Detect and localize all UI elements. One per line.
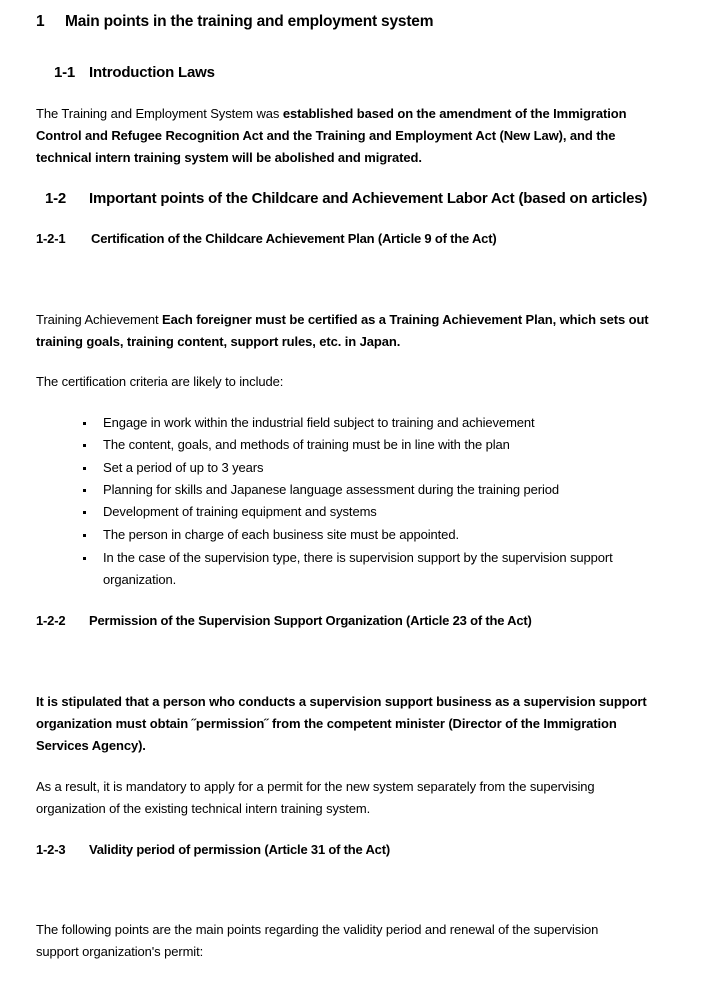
intro-bold-text: established based on the amendment of the Immigration xyxy=(282,106,627,121)
intro-paragraph-line-1 xyxy=(36,107,626,120)
section-1-title: Main points in the training and employment system xyxy=(65,13,434,30)
criteria-item-continuation: organization. xyxy=(103,572,177,587)
permission-paragraph-line-2: organization must obtain ˝permission˝ from the competent minister (Director of the Immigration xyxy=(36,716,617,731)
criteria-item: Planning for skills and Japanese language assessment during the training period xyxy=(103,482,560,497)
bullet-icon xyxy=(83,444,86,447)
criteria-item: In the case of the supervision type, there is supervision support by the supervision support xyxy=(103,550,613,565)
certification-bold-text: Each foreigner must be certified as a Training Achievement Plan, which sets out xyxy=(162,312,649,327)
intro-plain-text: The Training and Employment System was xyxy=(36,106,283,121)
criteria-item: The person in charge of each business site must be appointed. xyxy=(103,527,459,542)
section-1-2-2-number: 1-2-2 xyxy=(36,613,66,628)
certification-plain-text: Training Achievement xyxy=(36,312,163,327)
section-1-number: 1 xyxy=(36,13,45,30)
criteria-item: Set a period of up to 3 years xyxy=(103,460,264,475)
permit-paragraph-line-1: As a result, it is mandatory to apply for a permit for the new system separately from the supervising xyxy=(36,779,595,794)
section-1-2-title: Important points of the Childcare and Achievement Labor Act (based on articles) xyxy=(89,190,648,207)
bullet-icon xyxy=(83,489,86,492)
certification-paragraph-line-2: training goals, training content, support rules, etc. in Japan. xyxy=(36,334,401,349)
criteria-intro: The certification criteria are likely to include: xyxy=(36,374,284,389)
permit-paragraph-line-2: organization of the existing technical intern training system. xyxy=(36,801,371,816)
certification-paragraph-line-1 xyxy=(36,313,649,326)
criteria-item: Development of training equipment and systems xyxy=(103,504,377,519)
permission-paragraph-line-3: Services Agency). xyxy=(36,738,146,753)
validity-paragraph-line-1: The following points are the main points regarding the validity period and renewal of the supervision xyxy=(36,922,599,937)
section-1-2-2-title: Permission of the Supervision Support Organization (Article 23 of the Act) xyxy=(89,613,532,628)
section-1-2-number: 1-2 xyxy=(45,190,67,207)
criteria-item: Engage in work within the industrial field subject to training and achievement xyxy=(103,415,535,430)
bullet-icon xyxy=(83,557,86,560)
criteria-item: The content, goals, and methods of training must be in line with the plan xyxy=(103,437,510,452)
bullet-icon xyxy=(83,467,86,470)
permission-paragraph-line-1: It is stipulated that a person who conducts a supervision support business as a supervision support xyxy=(36,694,647,709)
section-1-2-1-number: 1-2-1 xyxy=(36,231,66,246)
bullet-icon xyxy=(83,422,86,425)
section-1-2-3-number: 1-2-3 xyxy=(36,842,66,857)
section-1-2-3-title: Validity period of permission (Article 31 of the Act) xyxy=(89,842,390,857)
validity-paragraph-line-2: support organization's permit: xyxy=(36,944,204,959)
bullet-icon xyxy=(83,511,86,514)
intro-paragraph-line-3: technical intern training system will be abolished and migrated. xyxy=(36,150,422,165)
section-1-1-number: 1-1 xyxy=(54,64,76,81)
bullet-icon xyxy=(83,534,86,537)
section-1-2-1-title: Certification of the Childcare Achievement Plan (Article 9 of the Act) xyxy=(91,231,497,246)
intro-paragraph-line-2: Control and Refugee Recognition Act and the Training and Employment Act (New Law), and the xyxy=(36,128,616,143)
section-1-1-title: Introduction Laws xyxy=(89,64,215,81)
